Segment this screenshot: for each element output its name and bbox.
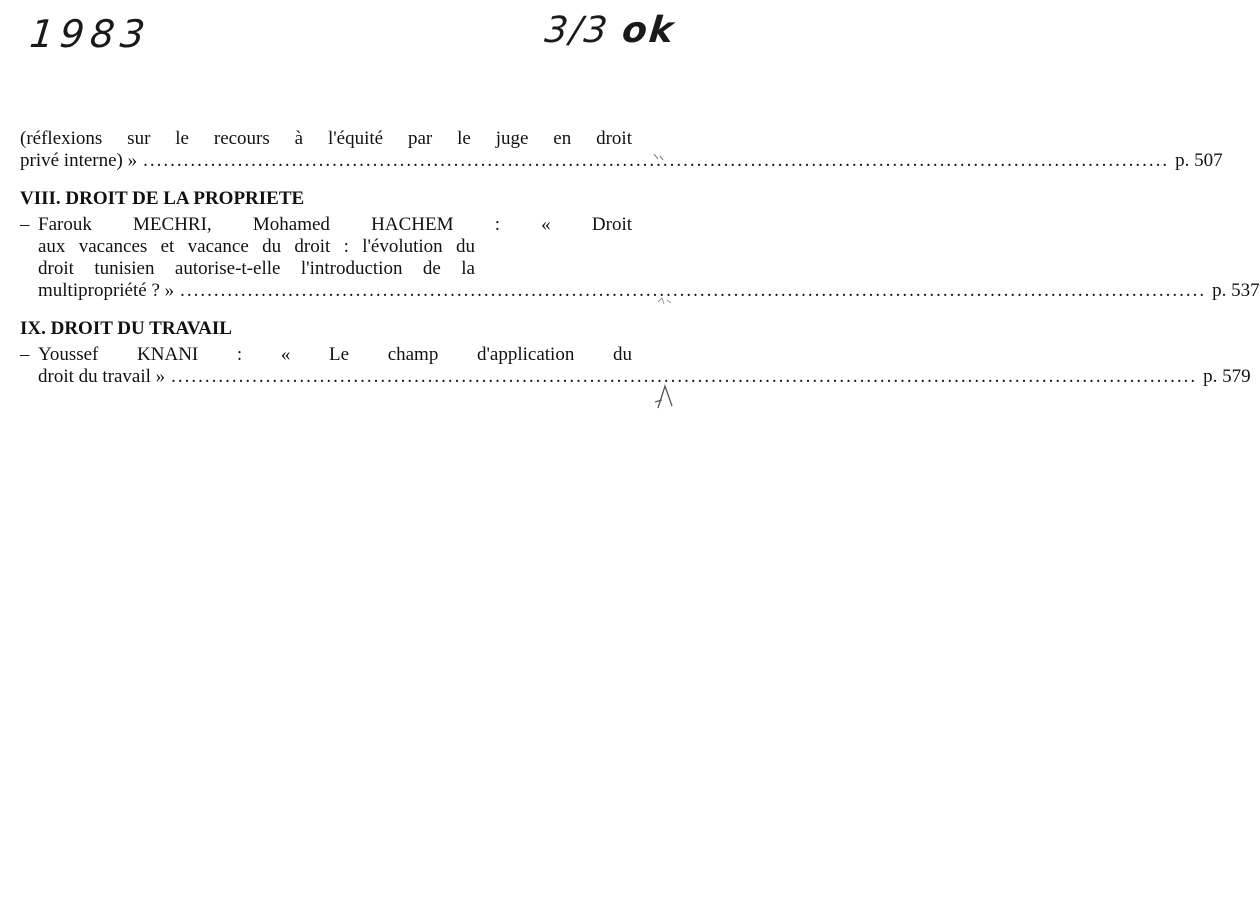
toc-entry-line: aux vacances et vacance du droit : l'évolution du xyxy=(38,236,475,257)
toc-entry-first-line xyxy=(20,214,632,236)
handwritten-ok: ok xyxy=(620,10,678,51)
toc-entry-line: droit du travail » xyxy=(38,366,166,387)
handwritten-year: 1983 xyxy=(27,12,154,56)
handwritten-page-fraction: 3/3 xyxy=(542,10,612,51)
page-number: p. 537 xyxy=(1212,280,1260,301)
table-of-contents xyxy=(20,128,1260,388)
toc-entry-mechri-hachem xyxy=(20,214,1260,302)
entry-dash: – xyxy=(20,214,30,235)
toc-entry-continuation xyxy=(20,128,1223,172)
toc-entry-first-line xyxy=(20,344,632,366)
handwritten-page-mark xyxy=(543,10,677,51)
toc-entry-line: droit tunisien autorise-t-elle l'introduction de la xyxy=(38,258,475,279)
entry-dash: – xyxy=(20,344,30,365)
dot-leader: ........................................................................................................................................................ xyxy=(143,150,1170,171)
dot-leader: ........................................................................................................................................................ xyxy=(180,280,1207,301)
toc-entry-dotline xyxy=(20,280,1260,302)
toc-entry-line: privé interne) » xyxy=(20,150,138,171)
scan-speck-icon xyxy=(655,292,677,310)
toc-entry-dotline xyxy=(20,366,1251,388)
page-number: p. 579 xyxy=(1203,366,1251,387)
toc-entry-dotline xyxy=(20,150,1223,172)
toc-entry-knani xyxy=(20,344,1251,388)
toc-entry-line: multipropriété ? » xyxy=(38,280,175,301)
page-number: p. 507 xyxy=(1175,150,1223,171)
section-heading-propriete: VIII. DROIT DE LA PROPRIETE xyxy=(20,188,305,209)
dot-leader: ........................................................................................................................................................ xyxy=(171,366,1198,387)
toc-entry-line: (réflexions sur le recours à l'équité par le juge en droit xyxy=(20,128,632,149)
section-heading-travail: IX. DROIT DU TRAVAIL xyxy=(20,318,232,339)
margin-pencil-mark-icon xyxy=(652,382,678,412)
scan-speck-icon xyxy=(650,150,670,166)
toc-entry-line: Farouk MECHRI, Mohamed HACHEM : « Droit xyxy=(38,214,632,235)
toc-entry-line: Youssef KNANI : « Le champ d'application du xyxy=(38,344,632,365)
